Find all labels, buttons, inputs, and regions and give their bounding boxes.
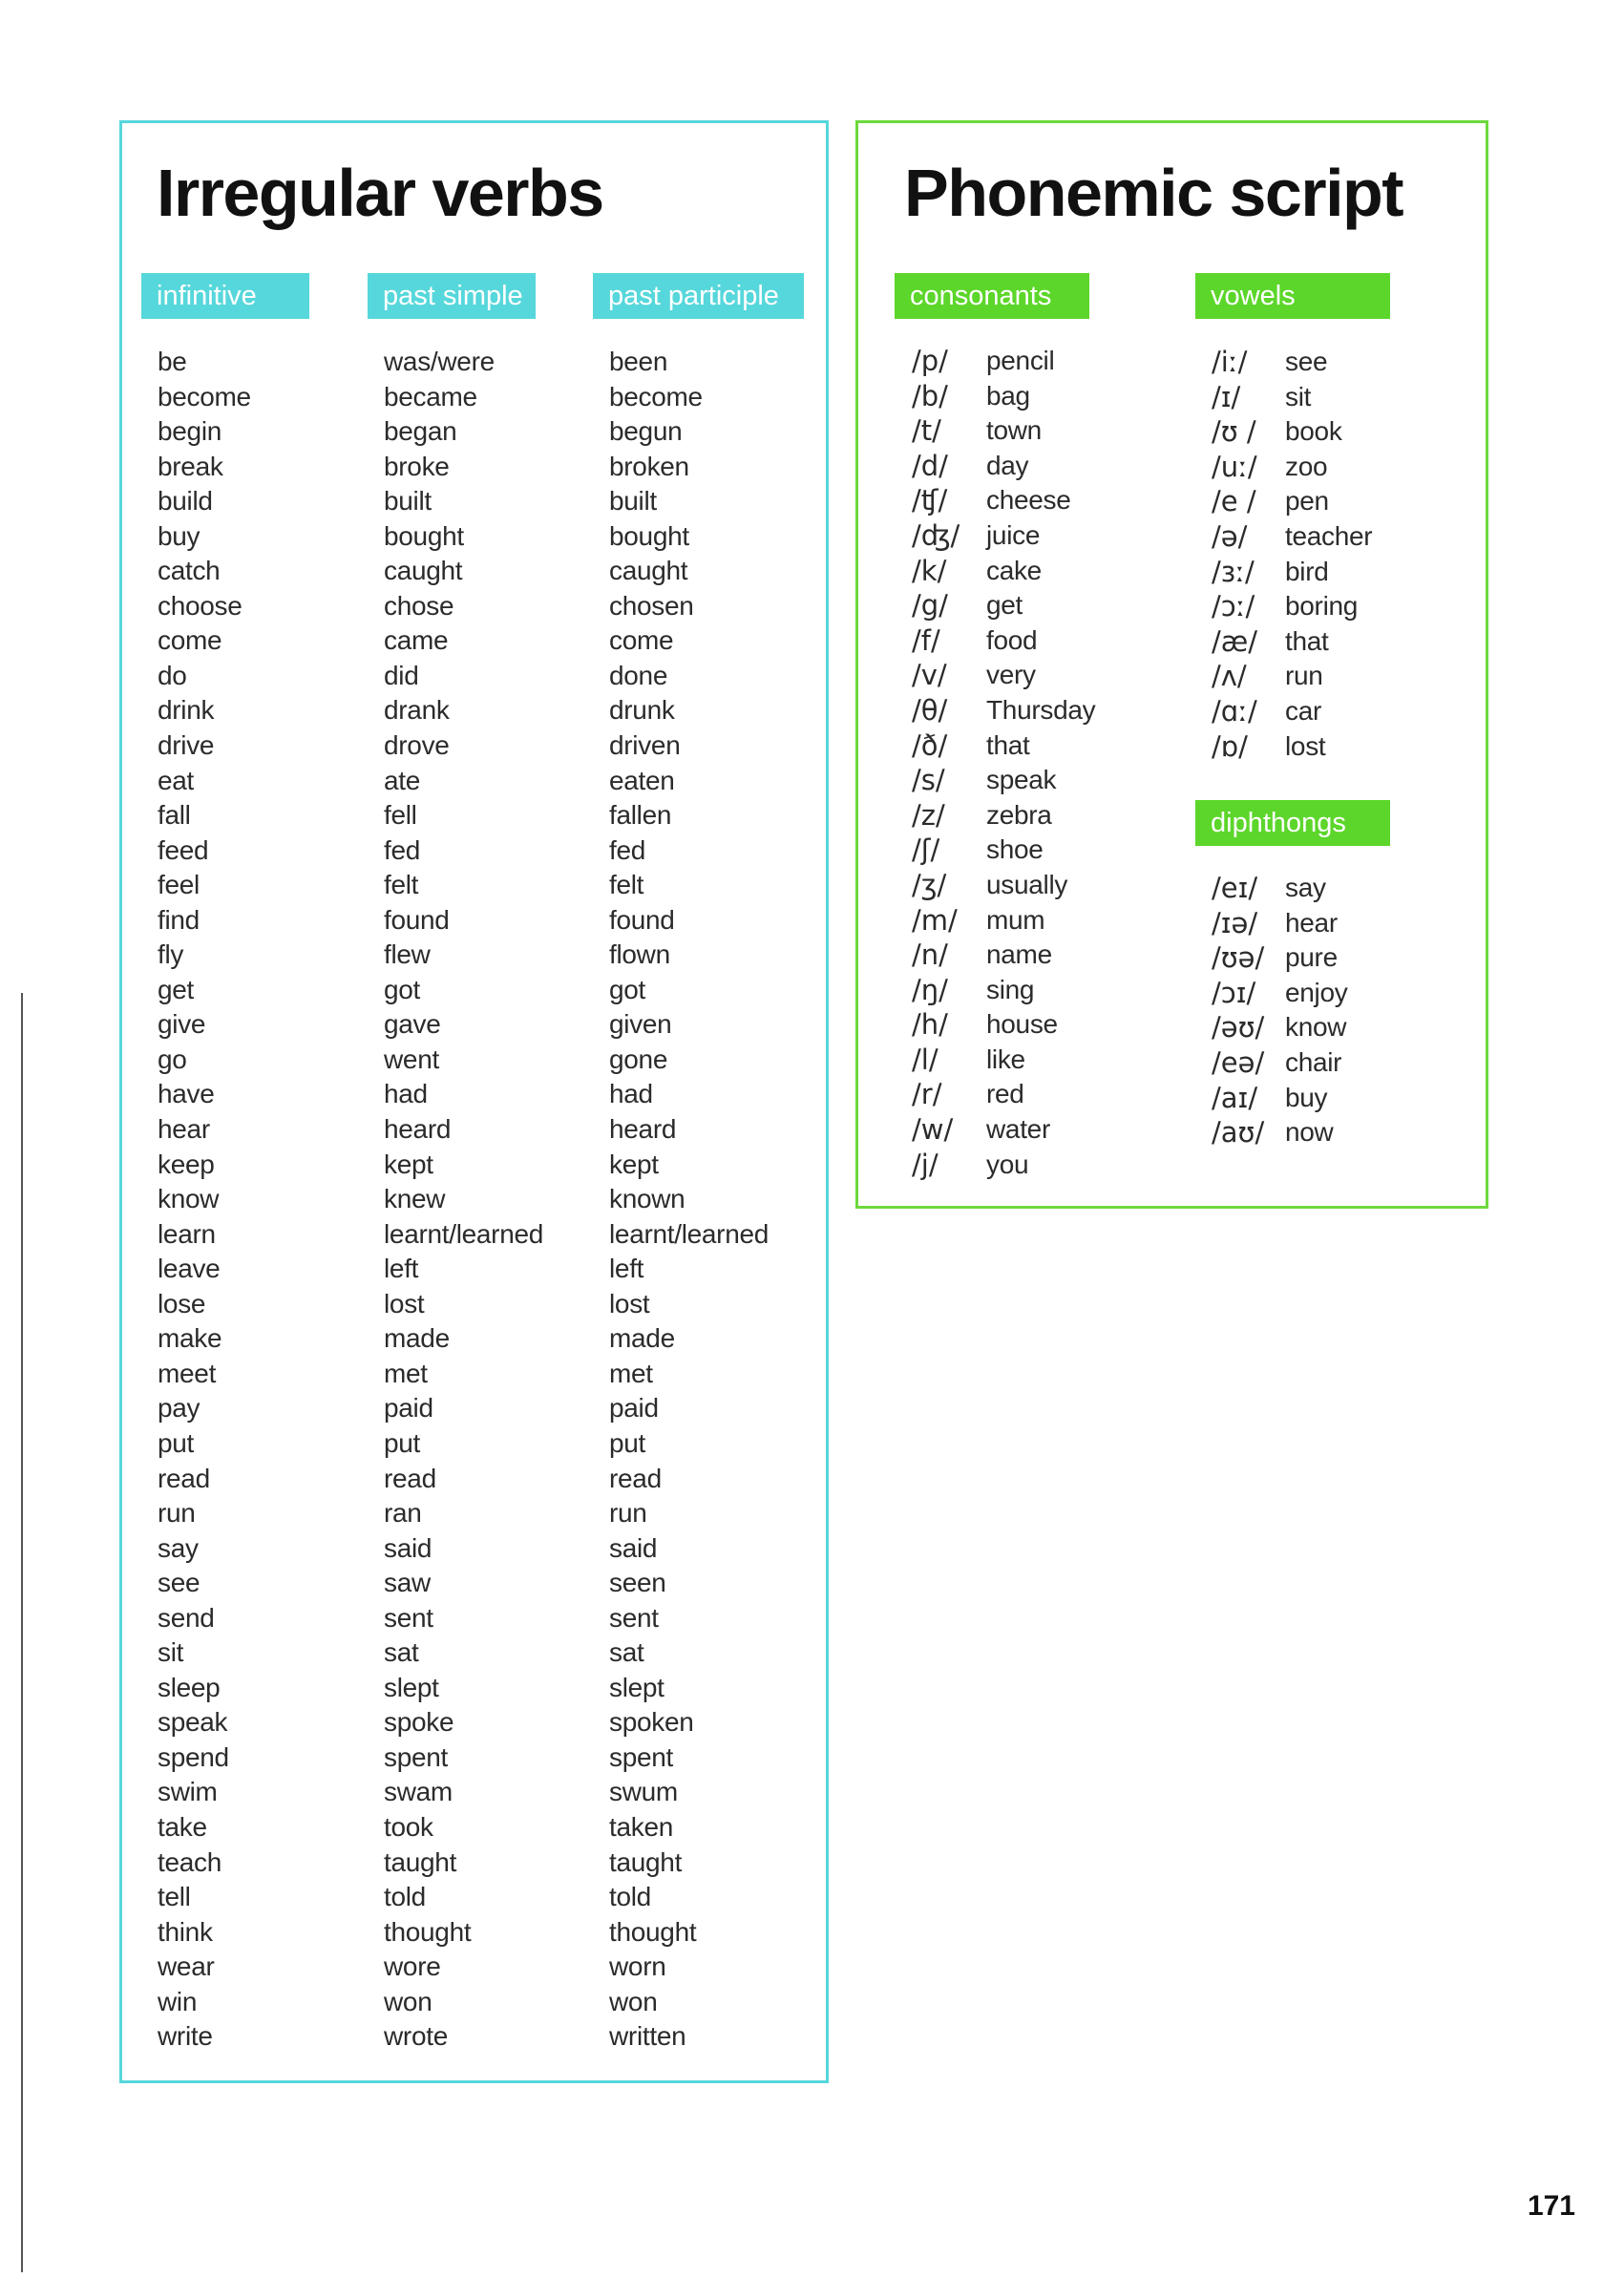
consonant-row xyxy=(912,833,1131,868)
consonant-row xyxy=(912,1112,1131,1148)
vowel-example: car xyxy=(1285,695,1321,726)
consonant-example: you xyxy=(986,1149,1029,1179)
consonant-row xyxy=(912,483,1131,518)
phonemic-script-title: Phonemic script xyxy=(904,156,1403,230)
infinitive-cell: have xyxy=(158,1079,215,1109)
past-participle-column xyxy=(609,345,769,2055)
diphthong-symbol: /eə/ xyxy=(1212,1045,1265,1079)
past-simple-cell: made xyxy=(384,1323,450,1354)
infinitive-cell: tell xyxy=(158,1882,191,1912)
irregular-verbs-title: Irregular verbs xyxy=(157,156,603,230)
past-participle-cell: slept xyxy=(609,1672,664,1702)
infinitive-cell: feel xyxy=(158,870,200,900)
consonant-example: usually xyxy=(986,869,1068,899)
past-participle-cell: spent xyxy=(609,1741,673,1772)
past-simple-cell: sent xyxy=(384,1602,433,1633)
infinitive-cell: become xyxy=(158,381,251,411)
infinitive-cell: be xyxy=(158,347,187,376)
consonant-row xyxy=(912,379,1131,414)
infinitive-cell: write xyxy=(158,2021,213,2052)
infinitive-cell: buy xyxy=(158,520,200,551)
consonant-example: water xyxy=(986,1114,1050,1145)
vowel-row xyxy=(1212,694,1403,729)
consonant-example: town xyxy=(986,415,1042,446)
vowel-symbol: /e / xyxy=(1212,485,1256,518)
vowel-symbol: /ɑː/ xyxy=(1212,694,1257,728)
diphthong-row xyxy=(1212,871,1403,906)
consonant-example: zebra xyxy=(986,799,1052,830)
diphthong-example: now xyxy=(1285,1117,1334,1148)
infinitive-cell: give xyxy=(158,1009,206,1040)
consonant-example: mum xyxy=(986,904,1045,935)
consonant-symbol: /g/ xyxy=(912,589,948,622)
infinitive-cell: feed xyxy=(158,834,209,865)
infinitive-cell: read xyxy=(158,1463,210,1493)
past-simple-cell: came xyxy=(384,625,449,656)
diphthong-symbol: /eɪ/ xyxy=(1212,872,1258,904)
past-simple-cell: slept xyxy=(384,1672,439,1702)
consonant-row xyxy=(912,1043,1131,1078)
infinitive-header: infinitive xyxy=(141,273,309,319)
consonant-example: day xyxy=(986,450,1029,480)
consonant-symbol: /b/ xyxy=(912,379,948,412)
infinitive-cell: pay xyxy=(158,1393,200,1424)
past-simple-cell: had xyxy=(384,1079,428,1109)
diphthong-example: buy xyxy=(1285,1082,1328,1112)
past-simple-cell: was/were xyxy=(384,347,495,376)
consonant-example: juice xyxy=(986,519,1041,550)
past-participle-cell: lost xyxy=(609,1288,650,1318)
vowel-row xyxy=(1212,519,1403,555)
consonant-row xyxy=(912,658,1131,693)
past-participle-cell: sat xyxy=(609,1637,644,1668)
vowel-row xyxy=(1212,345,1403,380)
vowel-symbol: /ʊ / xyxy=(1212,415,1256,449)
vowel-row xyxy=(1212,589,1403,624)
consonant-row xyxy=(912,938,1131,973)
consonant-example: house xyxy=(986,1009,1058,1040)
past-participle-cell: left xyxy=(609,1254,644,1284)
past-simple-header: past simple xyxy=(368,273,536,319)
infinitive-cell: meet xyxy=(158,1358,217,1388)
consonant-example: red xyxy=(986,1079,1024,1109)
consonant-example: name xyxy=(986,939,1052,970)
vowel-row xyxy=(1212,729,1403,765)
diphthong-example: know xyxy=(1285,1012,1347,1043)
past-participle-cell: written xyxy=(609,2021,686,2052)
irregular-verbs-panel xyxy=(119,120,829,2083)
consonant-row xyxy=(912,693,1131,728)
vowel-symbol: /ɔː/ xyxy=(1212,590,1255,623)
past-simple-cell: heard xyxy=(384,1114,452,1145)
diphthong-symbol: /ʊə/ xyxy=(1212,941,1265,975)
past-simple-cell: built xyxy=(384,486,432,517)
diphthong-symbol: /ɔɪ/ xyxy=(1212,976,1256,1009)
infinitive-cell: learn xyxy=(158,1218,216,1249)
diphthong-symbol: /əʊ/ xyxy=(1212,1011,1265,1044)
past-participle-cell: broken xyxy=(609,451,689,481)
past-simple-cell: chose xyxy=(384,590,454,621)
diphthong-example: hear xyxy=(1285,907,1338,938)
consonant-example: shoe xyxy=(986,834,1044,865)
diphthong-symbol: /ɪə/ xyxy=(1212,906,1258,939)
vowel-example: lost xyxy=(1285,730,1326,761)
past-simple-cell: paid xyxy=(384,1393,433,1424)
diphthongs-list xyxy=(1212,871,1403,1150)
past-simple-column xyxy=(384,345,543,2055)
past-simple-cell: wore xyxy=(384,1951,441,1982)
vowel-symbol: /ə/ xyxy=(1212,519,1248,553)
infinitive-cell: begin xyxy=(158,416,222,447)
past-simple-cell: swam xyxy=(384,1777,453,1807)
consonant-row xyxy=(912,973,1131,1008)
consonant-row xyxy=(912,588,1131,623)
past-simple-cell: drank xyxy=(384,695,450,726)
infinitive-cell: find xyxy=(158,904,200,935)
vowel-symbol: /ɒ/ xyxy=(1212,729,1248,763)
consonant-symbol: /p/ xyxy=(912,345,948,377)
infinitive-cell: hear xyxy=(158,1114,210,1145)
consonant-row xyxy=(912,868,1131,903)
past-simple-cell: felt xyxy=(384,870,419,900)
consonant-example: Thursday xyxy=(986,694,1096,725)
vowel-example: zoo xyxy=(1285,451,1328,481)
diphthong-symbol: /aɪ/ xyxy=(1212,1081,1258,1114)
infinitive-cell: do xyxy=(158,660,187,690)
vowel-example: teacher xyxy=(1285,520,1373,551)
vowel-row xyxy=(1212,484,1403,519)
past-simple-cell: fell xyxy=(384,800,417,831)
consonant-symbol: /ʧ/ xyxy=(912,484,948,517)
consonant-row xyxy=(912,344,1131,379)
consonant-example: speak xyxy=(986,765,1057,795)
consonant-symbol: /f/ xyxy=(912,623,940,657)
vowel-symbol: /iː/ xyxy=(1212,346,1248,378)
vowel-row xyxy=(1212,380,1403,415)
past-participle-cell: read xyxy=(609,1463,662,1493)
consonant-row xyxy=(912,903,1131,939)
infinitive-cell: know xyxy=(158,1184,220,1214)
consonants-list xyxy=(912,344,1131,1182)
diphthong-example: pure xyxy=(1285,942,1338,973)
infinitive-cell: swim xyxy=(158,1777,218,1807)
past-participle-cell: fed xyxy=(609,834,646,865)
diphthong-row xyxy=(1212,1010,1403,1045)
infinitive-cell: catch xyxy=(158,556,221,586)
past-simple-cell: sat xyxy=(384,1637,419,1668)
past-simple-cell: saw xyxy=(384,1568,431,1598)
consonant-example: get xyxy=(986,590,1023,621)
past-simple-cell: caught xyxy=(384,556,463,586)
infinitive-cell: speak xyxy=(158,1707,228,1738)
past-participle-cell: fallen xyxy=(609,800,672,831)
consonant-example: like xyxy=(986,1044,1025,1074)
past-simple-cell: flew xyxy=(384,939,431,970)
past-participle-cell: taken xyxy=(609,1811,673,1842)
consonant-example: sing xyxy=(986,974,1035,1004)
consonant-row xyxy=(912,1077,1131,1112)
past-simple-cell: fed xyxy=(384,834,421,865)
infinitive-cell: win xyxy=(158,1986,198,2016)
consonant-example: cake xyxy=(986,555,1042,585)
vowel-example: book xyxy=(1285,416,1342,447)
infinitive-cell: sit xyxy=(158,1637,184,1668)
infinitive-cell: run xyxy=(158,1498,196,1529)
consonant-symbol: /z/ xyxy=(912,798,945,832)
infinitive-cell: leave xyxy=(158,1254,221,1284)
diphthongs-header: diphthongs xyxy=(1195,800,1390,846)
past-participle-cell: swum xyxy=(609,1777,678,1807)
past-participle-cell: bought xyxy=(609,520,689,551)
consonant-symbol: /w/ xyxy=(912,1113,954,1147)
consonant-symbol: /j/ xyxy=(912,1148,939,1181)
diphthong-row xyxy=(1212,940,1403,976)
diphthong-example: chair xyxy=(1285,1046,1342,1077)
past-simple-cell: gave xyxy=(384,1009,441,1040)
past-participle-cell: gone xyxy=(609,1044,668,1074)
consonant-symbol: /m/ xyxy=(912,903,958,937)
past-simple-cell: took xyxy=(384,1811,433,1842)
past-simple-cell: did xyxy=(384,660,419,690)
past-participle-cell: flown xyxy=(609,939,670,970)
past-simple-cell: got xyxy=(384,974,421,1004)
past-simple-cell: drove xyxy=(384,730,450,761)
past-participle-cell: felt xyxy=(609,870,644,900)
consonant-symbol: /ʃ/ xyxy=(912,833,940,867)
consonants-header: consonants xyxy=(895,273,1089,319)
infinitive-cell: teach xyxy=(158,1846,221,1877)
infinitive-cell: say xyxy=(158,1532,199,1563)
past-participle-cell: kept xyxy=(609,1149,659,1179)
infinitive-cell: eat xyxy=(158,765,195,795)
past-participle-cell: told xyxy=(609,1882,651,1912)
past-participle-cell: drunk xyxy=(609,695,675,726)
infinitive-cell: drink xyxy=(158,695,215,726)
vowel-symbol: /ɪ/ xyxy=(1212,380,1241,413)
past-simple-cell: kept xyxy=(384,1149,433,1179)
past-participle-cell: won xyxy=(609,1986,658,2016)
past-simple-cell: said xyxy=(384,1532,432,1563)
past-simple-cell: wrote xyxy=(384,2021,448,2052)
diphthong-symbol: /aʊ/ xyxy=(1212,1116,1265,1150)
consonant-symbol: /v/ xyxy=(912,659,947,692)
past-simple-cell: left xyxy=(384,1254,419,1284)
past-simple-cell: knew xyxy=(384,1184,446,1214)
past-participle-cell: learnt/learned xyxy=(609,1218,770,1249)
consonant-symbol: /s/ xyxy=(912,764,945,797)
infinitive-cell: lose xyxy=(158,1288,206,1318)
past-participle-cell: thought xyxy=(609,1916,697,1947)
consonant-symbol: /k/ xyxy=(912,554,947,587)
consonant-symbol: /h/ xyxy=(912,1008,948,1042)
past-participle-cell: begun xyxy=(609,416,683,447)
vowel-row xyxy=(1212,659,1403,694)
infinitive-cell: wear xyxy=(158,1951,215,1982)
past-simple-cell: went xyxy=(384,1044,439,1074)
past-simple-cell: bought xyxy=(384,520,464,551)
consonant-example: pencil xyxy=(986,346,1055,375)
infinitive-cell: come xyxy=(158,625,222,656)
infinitive-cell: build xyxy=(158,486,213,517)
past-participle-cell: met xyxy=(609,1358,653,1388)
consonant-row xyxy=(912,763,1131,798)
consonant-symbol: /n/ xyxy=(912,939,948,972)
past-participle-cell: taught xyxy=(609,1846,683,1877)
vowel-symbol: /æ/ xyxy=(1212,624,1258,658)
vowel-symbol: /ɜː/ xyxy=(1212,555,1255,588)
infinitive-cell: get xyxy=(158,974,195,1004)
consonant-row xyxy=(912,449,1131,484)
consonant-example: that xyxy=(986,729,1030,760)
diphthong-row xyxy=(1212,1045,1403,1081)
vowel-row xyxy=(1212,414,1403,450)
past-simple-cell: told xyxy=(384,1882,426,1912)
past-simple-cell: thought xyxy=(384,1916,472,1947)
consonant-symbol: /ŋ/ xyxy=(912,973,948,1006)
past-participle-cell: paid xyxy=(609,1393,659,1424)
past-simple-cell: learnt/learned xyxy=(384,1218,544,1249)
infinitive-cell: break xyxy=(158,451,223,481)
consonant-row xyxy=(912,1148,1131,1183)
diphthong-row xyxy=(1212,976,1403,1011)
diphthong-example: say xyxy=(1285,873,1326,902)
vowels-list xyxy=(1212,345,1403,764)
past-participle-cell: had xyxy=(609,1079,653,1109)
consonant-row xyxy=(912,798,1131,833)
vowel-example: that xyxy=(1285,625,1329,656)
vowel-example: run xyxy=(1285,661,1323,691)
page-margin-line xyxy=(21,993,23,2272)
vowels-header: vowels xyxy=(1195,273,1390,319)
past-participle-cell: heard xyxy=(609,1114,677,1145)
infinitive-column xyxy=(158,345,251,2055)
consonant-row xyxy=(912,518,1131,554)
consonant-example: bag xyxy=(986,380,1030,411)
infinitive-cell: take xyxy=(158,1811,207,1842)
past-participle-cell: worn xyxy=(609,1951,666,1982)
infinitive-cell: see xyxy=(158,1568,200,1598)
past-simple-cell: read xyxy=(384,1463,436,1493)
past-participle-cell: eaten xyxy=(609,765,675,795)
vowel-symbol: /ʌ/ xyxy=(1212,660,1247,693)
past-simple-cell: lost xyxy=(384,1288,425,1318)
past-participle-cell: said xyxy=(609,1532,658,1563)
consonant-row xyxy=(912,554,1131,589)
infinitive-cell: sleep xyxy=(158,1672,221,1702)
infinitive-cell: drive xyxy=(158,730,215,761)
consonant-symbol: /ð/ xyxy=(912,728,948,762)
diphthong-row xyxy=(1212,1081,1403,1116)
vowel-example: pen xyxy=(1285,486,1329,517)
past-participle-cell: given xyxy=(609,1009,672,1040)
past-participle-cell: spoken xyxy=(609,1707,694,1738)
vowel-row xyxy=(1212,450,1403,485)
past-simple-cell: spoke xyxy=(384,1707,454,1738)
consonant-example: cheese xyxy=(986,485,1071,516)
past-participle-cell: built xyxy=(609,486,657,517)
consonant-row xyxy=(912,623,1131,659)
past-simple-cell: taught xyxy=(384,1846,457,1877)
infinitive-cell: fly xyxy=(158,939,184,970)
past-simple-cell: ran xyxy=(384,1498,422,1529)
past-participle-cell: come xyxy=(609,625,674,656)
past-participle-cell: done xyxy=(609,660,668,690)
past-participle-cell: seen xyxy=(609,1568,666,1598)
past-participle-cell: driven xyxy=(609,730,681,761)
consonant-symbol: /r/ xyxy=(912,1078,942,1111)
vowel-row xyxy=(1212,555,1403,590)
phonemic-script-panel xyxy=(855,120,1488,1209)
infinitive-cell: spend xyxy=(158,1741,229,1772)
past-simple-cell: broke xyxy=(384,451,450,481)
diphthong-row xyxy=(1212,906,1403,941)
diphthong-row xyxy=(1212,1115,1403,1150)
page-number: 171 xyxy=(1527,2190,1575,2222)
vowel-example: see xyxy=(1285,347,1328,376)
infinitive-cell: fall xyxy=(158,800,191,831)
consonant-symbol: /ʒ/ xyxy=(912,868,947,901)
past-participle-header: past participle xyxy=(593,273,804,319)
vowel-example: sit xyxy=(1285,381,1312,411)
past-simple-cell: put xyxy=(384,1427,421,1458)
past-participle-cell: made xyxy=(609,1323,675,1354)
consonant-example: very xyxy=(986,660,1036,690)
past-simple-cell: spent xyxy=(384,1741,448,1772)
vowel-example: boring xyxy=(1285,591,1359,622)
past-participle-cell: run xyxy=(609,1498,647,1529)
past-participle-cell: chosen xyxy=(609,590,694,621)
past-simple-cell: became xyxy=(384,381,477,411)
past-participle-cell: become xyxy=(609,381,703,411)
past-participle-cell: caught xyxy=(609,556,688,586)
past-simple-cell: won xyxy=(384,1986,432,2016)
vowel-symbol: /uː/ xyxy=(1212,450,1257,483)
past-simple-cell: began xyxy=(384,416,457,447)
past-participle-cell: sent xyxy=(609,1602,659,1633)
consonant-row xyxy=(912,413,1131,449)
consonant-row xyxy=(912,728,1131,764)
vowel-row xyxy=(1212,624,1403,660)
consonant-example: food xyxy=(986,624,1038,655)
infinitive-cell: think xyxy=(158,1916,213,1947)
past-participle-cell: been xyxy=(609,347,668,376)
consonant-symbol: /ʤ/ xyxy=(912,518,960,552)
past-simple-cell: found xyxy=(384,904,450,935)
vowel-example: bird xyxy=(1285,556,1329,586)
infinitive-cell: choose xyxy=(158,590,243,621)
consonant-symbol: /d/ xyxy=(912,449,948,482)
past-participle-cell: known xyxy=(609,1184,685,1214)
past-participle-cell: found xyxy=(609,904,675,935)
consonant-row xyxy=(912,1007,1131,1043)
past-simple-cell: met xyxy=(384,1358,428,1388)
past-participle-cell: got xyxy=(609,974,646,1004)
past-simple-cell: ate xyxy=(384,765,421,795)
consonant-symbol: /θ/ xyxy=(912,693,948,727)
infinitive-cell: make xyxy=(158,1323,222,1354)
infinitive-cell: put xyxy=(158,1427,195,1458)
past-participle-cell: put xyxy=(609,1427,646,1458)
infinitive-cell: send xyxy=(158,1602,215,1633)
infinitive-cell: go xyxy=(158,1044,187,1074)
consonant-symbol: /t/ xyxy=(912,414,941,448)
diphthong-example: enjoy xyxy=(1285,977,1348,1007)
consonant-symbol: /l/ xyxy=(912,1043,939,1076)
infinitive-cell: keep xyxy=(158,1149,215,1179)
